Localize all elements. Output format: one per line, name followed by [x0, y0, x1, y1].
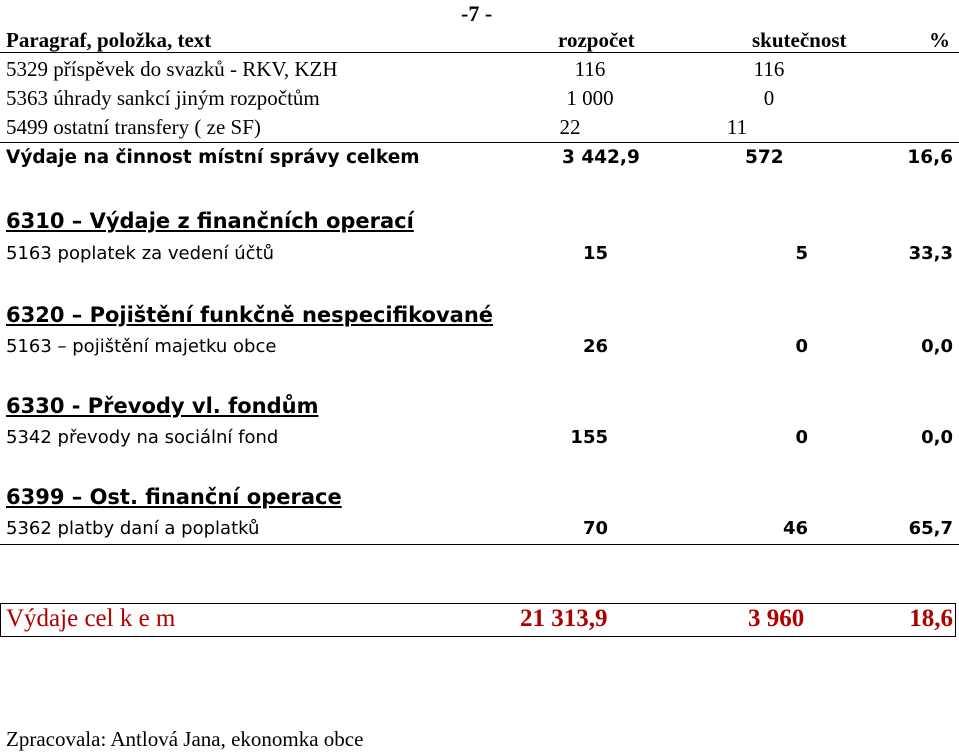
section-title: 6310 – Výdaje z finančních operací	[6, 209, 414, 233]
section-item-actual: 0	[795, 336, 808, 357]
grand-total-budget: 21 313,9	[520, 605, 608, 632]
footer-prepared-by: Zpracovala: Antlová Jana, ekonomka obce	[6, 727, 364, 751]
section-item-actual: 5	[795, 243, 808, 264]
header-budget: rozpočet	[558, 28, 635, 52]
row-budget: 1 000	[566, 86, 614, 110]
section-item-text: 5362 platby daní a poplatků	[6, 518, 260, 539]
header-divider	[0, 52, 959, 53]
section-item-budget: 155	[570, 427, 608, 448]
row-actual: 11	[726, 115, 748, 139]
section-item-text: 5342 převody na sociální fond	[6, 427, 279, 448]
section-row	[0, 336, 959, 364]
subtotal-percent: 16,6	[907, 147, 953, 168]
section-item-percent: 65,7	[908, 518, 953, 539]
section-item-text: 5163 – pojištění majetku obce	[6, 336, 277, 357]
row-text: 5499 ostatní transfery ( ze SF)	[6, 115, 261, 139]
grand-total-actual: 3 960	[748, 605, 805, 632]
row-divider	[0, 142, 959, 143]
page-number: -7 -	[461, 1, 493, 26]
header-actual: skutečnost	[752, 28, 847, 52]
subtotal-text: Výdaje na činnost místní správy celkem	[6, 147, 420, 168]
grand-total-label: Výdaje cel k e m	[6, 605, 176, 632]
section-item-budget: 15	[582, 243, 608, 264]
table-row	[0, 57, 959, 85]
table-row	[0, 86, 959, 114]
row-text: 5363 úhrady sankcí jiným rozpočtům	[6, 86, 320, 110]
section-row	[0, 518, 959, 546]
row-budget: 116	[574, 57, 606, 81]
table-row	[0, 115, 959, 143]
section-item-percent: 0,0	[921, 336, 953, 357]
section-item-percent: 33,3	[908, 243, 953, 264]
subtotal-actual: 572	[745, 147, 784, 168]
section-row	[0, 427, 959, 455]
section-item-budget: 26	[582, 336, 608, 357]
grand-total-percent: 18,6	[909, 605, 953, 632]
section-title: 6330 - Převody vl. fondům	[6, 394, 319, 418]
section-title: 6320 – Pojištění funkčně nespecifikované	[6, 303, 494, 327]
section-item-text: 5163 poplatek za vedení účtů	[6, 243, 275, 264]
section-item-percent: 0,0	[921, 427, 953, 448]
section-item-actual: 0	[795, 427, 808, 448]
section-row	[0, 243, 959, 271]
subtotal-row	[0, 147, 959, 175]
row-budget: 22	[559, 115, 581, 139]
section-item-actual: 46	[782, 518, 808, 539]
row-actual: 116	[753, 57, 785, 81]
header-percent: %	[929, 28, 950, 52]
header-text: Paragraf, položka, text	[6, 28, 212, 52]
section-title: 6399 – Ost. finanční operace	[6, 485, 342, 509]
row-divider	[0, 544, 959, 545]
row-text: 5329 příspěvek do svazků - RKV, KZH	[6, 57, 338, 81]
subtotal-budget: 3 442,9	[562, 147, 640, 168]
grand-total-row	[0, 605, 959, 633]
section-item-budget: 70	[582, 518, 608, 539]
row-actual: 0	[763, 86, 775, 110]
